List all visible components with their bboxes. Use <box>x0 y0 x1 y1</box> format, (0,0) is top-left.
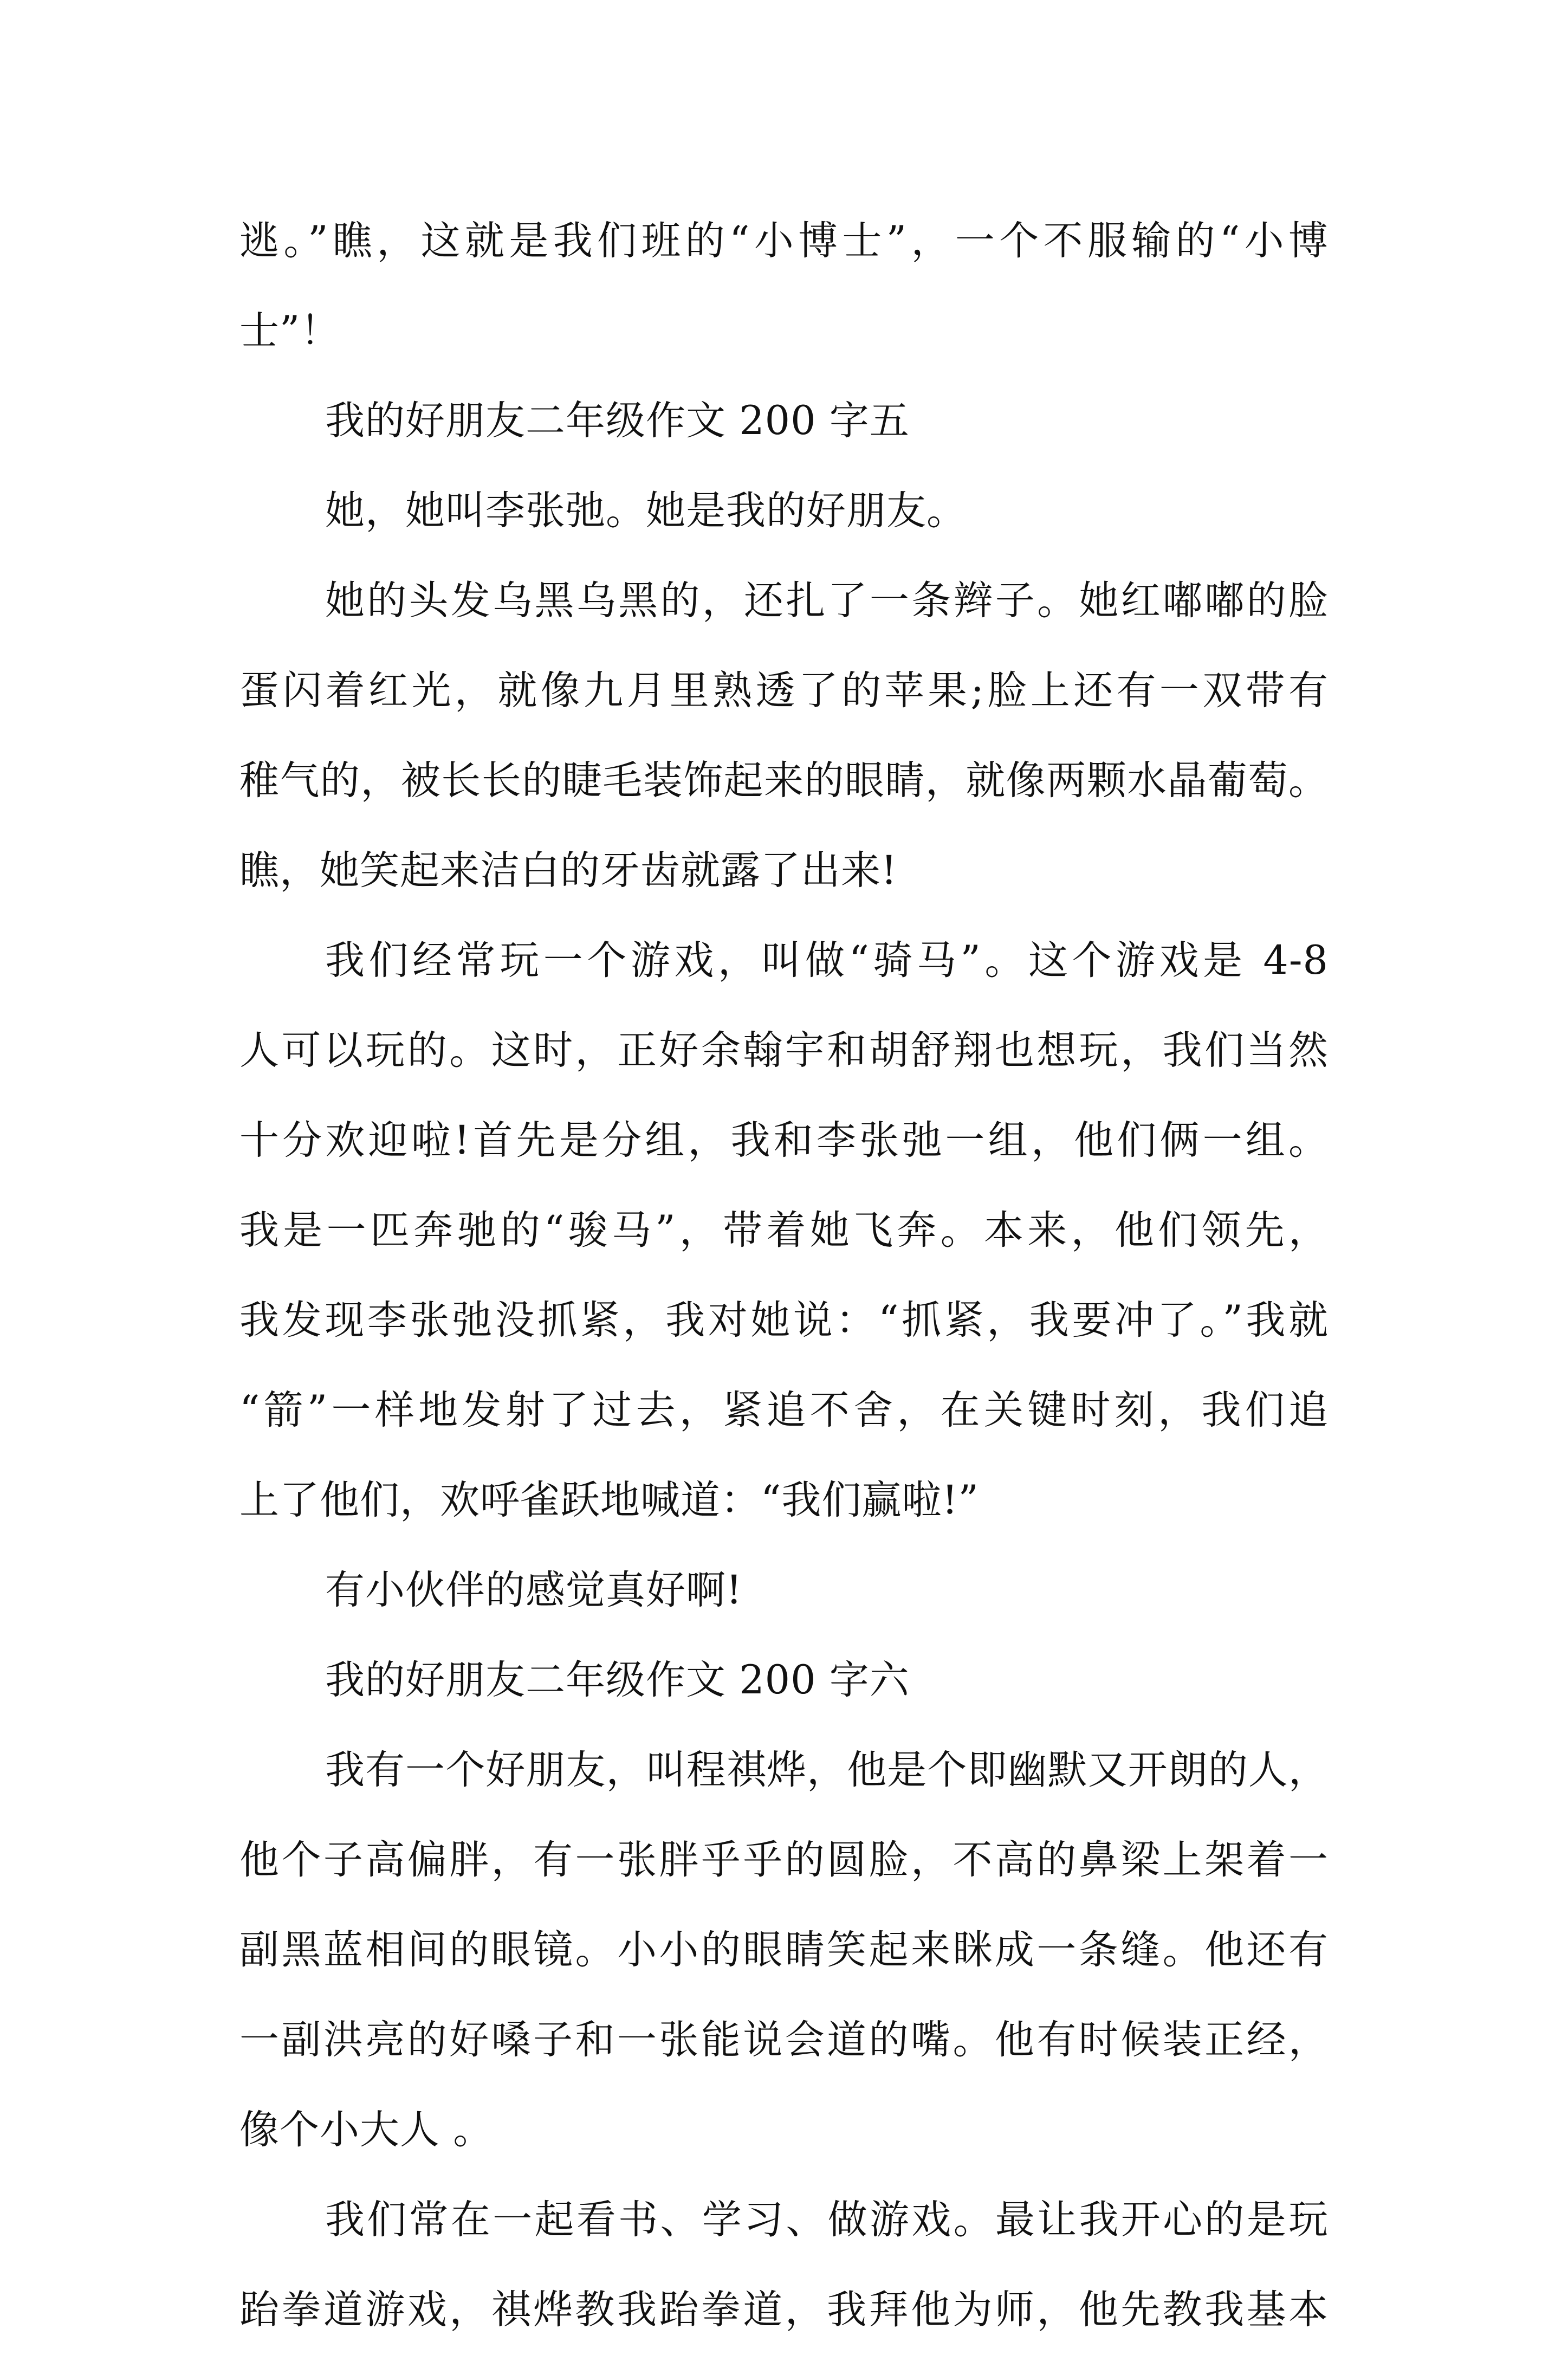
text-line: 有小伙伴的感觉真好啊! <box>325 1567 743 1613</box>
text-line: 上了他们，欢呼雀跃地喊道：“我们赢啦!” <box>239 1477 979 1523</box>
text-line: 一副洪亮的好嗓子和一张能说会道的嘴。他有时候装正经， <box>239 2017 1329 2063</box>
text-line: 我发现李张弛没抓紧，我对她说：“抓紧，我要冲了。”我就 <box>239 1297 1329 1343</box>
document-body <box>239 196 1329 2355</box>
text-line: 我们常在一起看书、学习、做游戏。最让我开心的是玩 <box>325 2197 1329 2243</box>
text-line: 士”！ <box>239 308 341 354</box>
text-line: 她的头发乌黑乌黑的，还扎了一条辫子。她红嘟嘟的脸 <box>325 578 1329 624</box>
text-line: “箭”一样地发射了过去，紧追不舍，在关键时刻，我们追 <box>239 1387 1329 1433</box>
text-line: 逃。”瞧，这就是我们班的“小博士”，一个不服输的“小博 <box>239 218 1329 264</box>
text-line: 跆拳道游戏，祺烨教我跆拳道，我拜他为师，他先教我基本 <box>239 2287 1329 2333</box>
text-line: 我有一个好朋友，叫程祺烨，他是个即幽默又开朗的人， <box>325 1747 1329 1793</box>
text-line: 十分欢迎啦!首先是分组，我和李张弛一组，他们俩一组。 <box>239 1117 1329 1163</box>
text-line: 我是一匹奔驰的“骏马”，带着她飞奔。本来，他们领先， <box>239 1207 1329 1253</box>
section-heading: 我的好朋友二年级作文 200 字五 <box>325 398 910 444</box>
text-line: 稚气的，被长长的睫毛装饰起来的眼睛，就像两颗水晶葡萄。 <box>239 758 1329 804</box>
text-line: 瞧，她笑起来洁白的牙齿就露了出来! <box>239 847 898 894</box>
text-line: 她，她叫李张弛。她是我的好朋友。 <box>325 488 967 534</box>
text-line: 他个子高偏胖，有一张胖乎乎的圆脸，不高的鼻梁上架着一 <box>239 1837 1329 1883</box>
text-line: 我们经常玩一个游戏，叫做“骑马”。这个游戏是 4-8 <box>325 937 1329 984</box>
text-line: 蛋闪着红光，就像九月里熟透了的苹果;脸上还有一双带有 <box>239 668 1329 714</box>
text-line: 像个小大人 。 <box>239 2107 494 2153</box>
section-heading: 我的好朋友二年级作文 200 字六 <box>325 1657 910 1703</box>
text-line: 副黑蓝相间的眼镜。小小的眼睛笑起来眯成一条缝。他还有 <box>239 1927 1329 1973</box>
text-line: 人可以玩的。这时，正好余翰宇和胡舒翔也想玩，我们当然 <box>239 1027 1329 1073</box>
